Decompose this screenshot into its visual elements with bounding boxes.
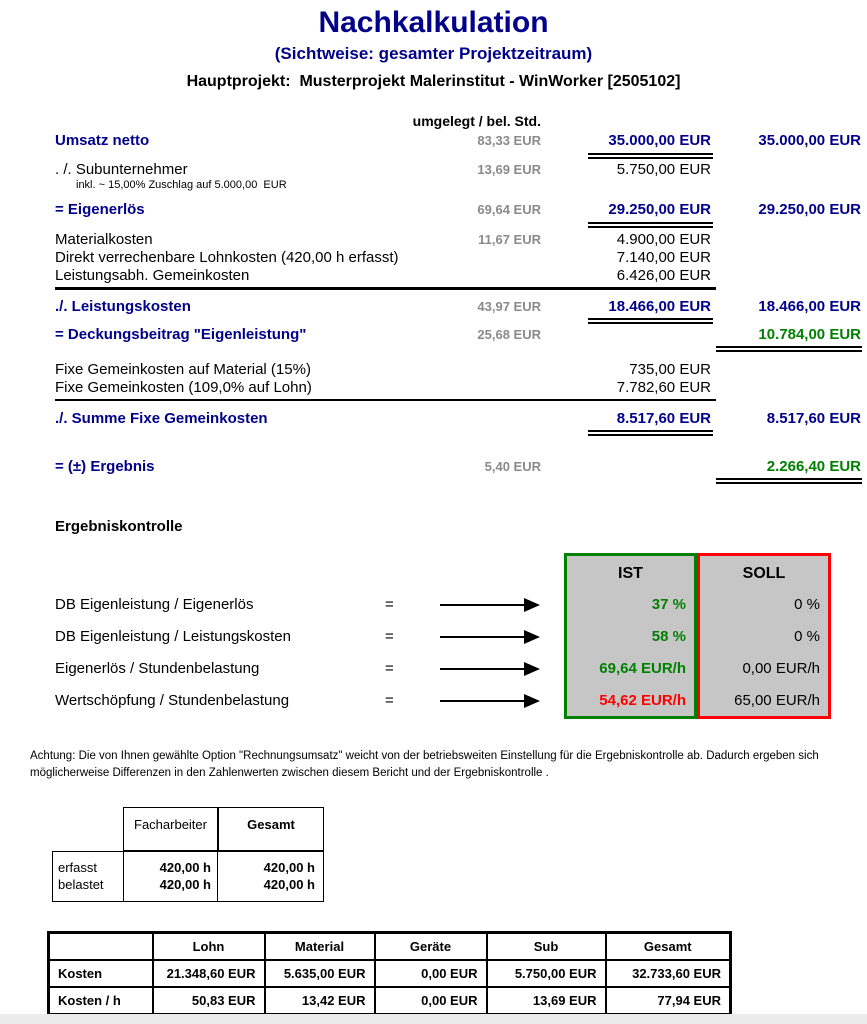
- cost-cell: 77,94 EUR: [606, 987, 731, 1015]
- statement-row-fixe-gk-material: [0, 361, 867, 379]
- statement-row-umsatz-netto: [0, 132, 867, 150]
- page-bottom-edge: [0, 1014, 867, 1024]
- cost-cell: 0,00 EUR: [375, 960, 487, 987]
- row-label: . /. Subunternehmer: [55, 161, 188, 178]
- control-row-label: DB Eigenleistung / Eigenerlös: [55, 596, 254, 613]
- cost-cell: 32.733,60 EUR: [606, 960, 731, 987]
- equals-sign: =: [385, 660, 394, 677]
- row-right-value: 10.784,00 EUR: [758, 326, 861, 343]
- row-label: Direkt verrechenbare Lohnkosten (420,00 h erfasst): [55, 249, 399, 266]
- row-right-value: 8.517,60 EUR: [766, 410, 861, 427]
- hours-value: 420,00 h: [263, 860, 315, 875]
- row-label: Leistungsabh. Gemeinkosten: [55, 267, 250, 284]
- row-mid-value: 35.000,00 EUR: [608, 132, 711, 149]
- control-row-label: DB Eigenleistung / Leistungskosten: [55, 628, 291, 645]
- statement-row-deckungsbeitrag: [0, 326, 867, 344]
- double-underline: [588, 153, 713, 159]
- cost-row-label: Kosten: [49, 960, 153, 987]
- arrow-right-icon: [440, 694, 542, 708]
- row-hour-value: 25,68 EUR: [477, 327, 541, 342]
- control-row-label: Wertschöpfung / Stundenbelastung: [55, 692, 290, 709]
- hours-header-gesamt-cell: [218, 807, 324, 851]
- hours-row-label-belastet: belastet: [58, 877, 104, 892]
- statement-row-gemeinkosten: [0, 267, 867, 285]
- row-label: = Deckungsbeitrag "Eigenleistung": [55, 326, 307, 343]
- soll-value: 65,00 EUR/h: [734, 692, 820, 709]
- row-right-value: 2.266,40 EUR: [766, 458, 861, 475]
- cost-row-label: Kosten / h: [49, 987, 153, 1015]
- cost-cell: 13,42 EUR: [265, 987, 375, 1015]
- soll-value: 0 %: [794, 596, 820, 613]
- hours-value: 420,00 h: [159, 860, 211, 875]
- row-right-value: 35.000,00 EUR: [758, 132, 861, 149]
- cost-header-material: Material: [265, 933, 375, 961]
- subunternehmer-note: inkl. ~ 15,00% Zuschlag auf 5.000,00 EUR: [76, 179, 287, 191]
- row-mid-value: 7.140,00 EUR: [616, 249, 711, 266]
- double-underline: [588, 222, 713, 228]
- row-hour-value: 69,64 EUR: [477, 202, 541, 217]
- ist-header: IST: [618, 565, 643, 582]
- cost-header-sub: Sub: [487, 933, 606, 961]
- cost-header-lohn: Lohn: [153, 933, 265, 961]
- row-label: Umsatz netto: [55, 132, 150, 149]
- control-section-heading: Ergebniskontrolle: [55, 518, 183, 535]
- cost-cell: 0,00 EUR: [375, 987, 487, 1015]
- arrow-right-icon: [440, 662, 542, 676]
- statement-row-eigenerloes: [0, 201, 867, 219]
- row-hour-value: 83,33 EUR: [477, 133, 541, 148]
- statement-row-summe-fixe-gk: [0, 410, 867, 428]
- double-underline: [716, 346, 862, 352]
- soll-header: SOLL: [742, 565, 786, 582]
- row-label: ./. Summe Fixe Gemeinkosten: [55, 410, 268, 427]
- row-hour-value: 43,97 EUR: [477, 299, 541, 314]
- cost-cell: 50,83 EUR: [153, 987, 265, 1015]
- ist-value: 58 %: [651, 628, 686, 645]
- ist-value: 69,64 EUR/h: [599, 660, 686, 677]
- row-label: Fixe Gemeinkosten auf Material (15%): [55, 361, 311, 378]
- project-line: Hauptprojekt: Musterprojekt Malerinstitut - WinWorker [2505102]: [186, 73, 681, 90]
- row-label: ./. Leistungskosten: [55, 298, 191, 315]
- double-underline: [588, 430, 713, 436]
- row-mid-value: 5.750,00 EUR: [616, 161, 711, 178]
- separator-rule-thick: [55, 287, 716, 290]
- statement-row-ergebnis: [0, 458, 867, 476]
- statement-row-lohnkosten: [0, 249, 867, 267]
- control-row-label: Eigenerlös / Stundenbelastung: [55, 660, 260, 677]
- row-label: Fixe Gemeinkosten (109,0% auf Lohn): [55, 379, 312, 396]
- row-mid-value: 18.466,00 EUR: [608, 298, 711, 315]
- row-mid-value: 29.250,00 EUR: [608, 201, 711, 218]
- cost-header-gesamt: Gesamt: [606, 933, 731, 961]
- row-hour-value: 11,67 EUR: [478, 232, 541, 247]
- cost-table: [47, 931, 732, 1016]
- ist-value: 37 %: [651, 596, 686, 613]
- double-underline: [588, 318, 713, 324]
- cost-header-empty: [49, 933, 153, 961]
- row-mid-value: 4.900,00 EUR: [616, 231, 711, 248]
- cost-cell: 21.348,60 EUR: [153, 960, 265, 987]
- row-label: Materialkosten: [55, 231, 153, 248]
- hours-header-facharbeiter: Facharbeiter: [134, 817, 207, 832]
- row-hour-value: 5,40 EUR: [484, 459, 541, 474]
- cost-cell: 5.635,00 EUR: [265, 960, 375, 987]
- separator-rule: [55, 399, 716, 401]
- row-mid-value: 735,00 EUR: [629, 361, 711, 378]
- double-underline: [716, 478, 862, 484]
- row-hour-value: 13,69 EUR: [477, 162, 541, 177]
- row-mid-value: 7.782,60 EUR: [616, 379, 711, 396]
- cost-header-geraete: Geräte: [375, 933, 487, 961]
- arrow-right-icon: [440, 598, 542, 612]
- hours-row-label-erfasst: erfasst: [58, 860, 98, 875]
- page-subtitle: (Sichtweise: gesamter Projektzeitraum): [274, 44, 593, 63]
- hours-value: 420,00 h: [263, 877, 315, 892]
- statement-row-subunternehmer: [0, 161, 867, 179]
- statement-row-fixe-gk-lohn: [0, 379, 867, 397]
- equals-sign: =: [385, 692, 394, 709]
- row-right-value: 18.466,00 EUR: [758, 298, 861, 315]
- row-mid-value: 8.517,60 EUR: [616, 410, 711, 427]
- equals-sign: =: [385, 628, 394, 645]
- cost-table-header-row: [49, 933, 731, 961]
- warning-notice: Achtung: Die von Ihnen gewählte Option "Rechnungsumsatz" weicht von der betriebsweiten Einstellung für die Ergebniskontrolle ab. Dadurch ergeben sich möglicherweise Differenzen in den Zahlenwerten zwischen diesem Bericht und der Ergebniskontrolle .: [30, 750, 822, 779]
- soll-value: 0 %: [794, 628, 820, 645]
- soll-value: 0,00 EUR/h: [742, 660, 820, 677]
- cost-cell: 5.750,00 EUR: [487, 960, 606, 987]
- column-header: umgelegt / bel. Std.: [412, 113, 541, 129]
- statement-row-materialkosten: [0, 231, 867, 249]
- page-title: Nachkalkulation: [318, 6, 549, 39]
- hours-header-facharbeiter-cell: [123, 807, 218, 851]
- statement-row-leistungskosten: [0, 298, 867, 316]
- cost-table-row-kosten: [49, 960, 731, 987]
- row-label: = (±) Ergebnis: [55, 458, 155, 475]
- statement-column-header-row: [0, 112, 867, 130]
- arrow-right-icon: [440, 630, 542, 644]
- row-label: = Eigenerlös: [55, 201, 145, 218]
- hours-header-gesamt: Gesamt: [247, 817, 295, 832]
- row-mid-value: 6.426,00 EUR: [616, 267, 711, 284]
- hours-value: 420,00 h: [159, 877, 211, 892]
- row-right-value: 29.250,00 EUR: [758, 201, 861, 218]
- equals-sign: =: [385, 596, 394, 613]
- ist-value: 54,62 EUR/h: [599, 692, 686, 709]
- cost-table-row-kosten-h: [49, 987, 731, 1015]
- cost-cell: 13,69 EUR: [487, 987, 606, 1015]
